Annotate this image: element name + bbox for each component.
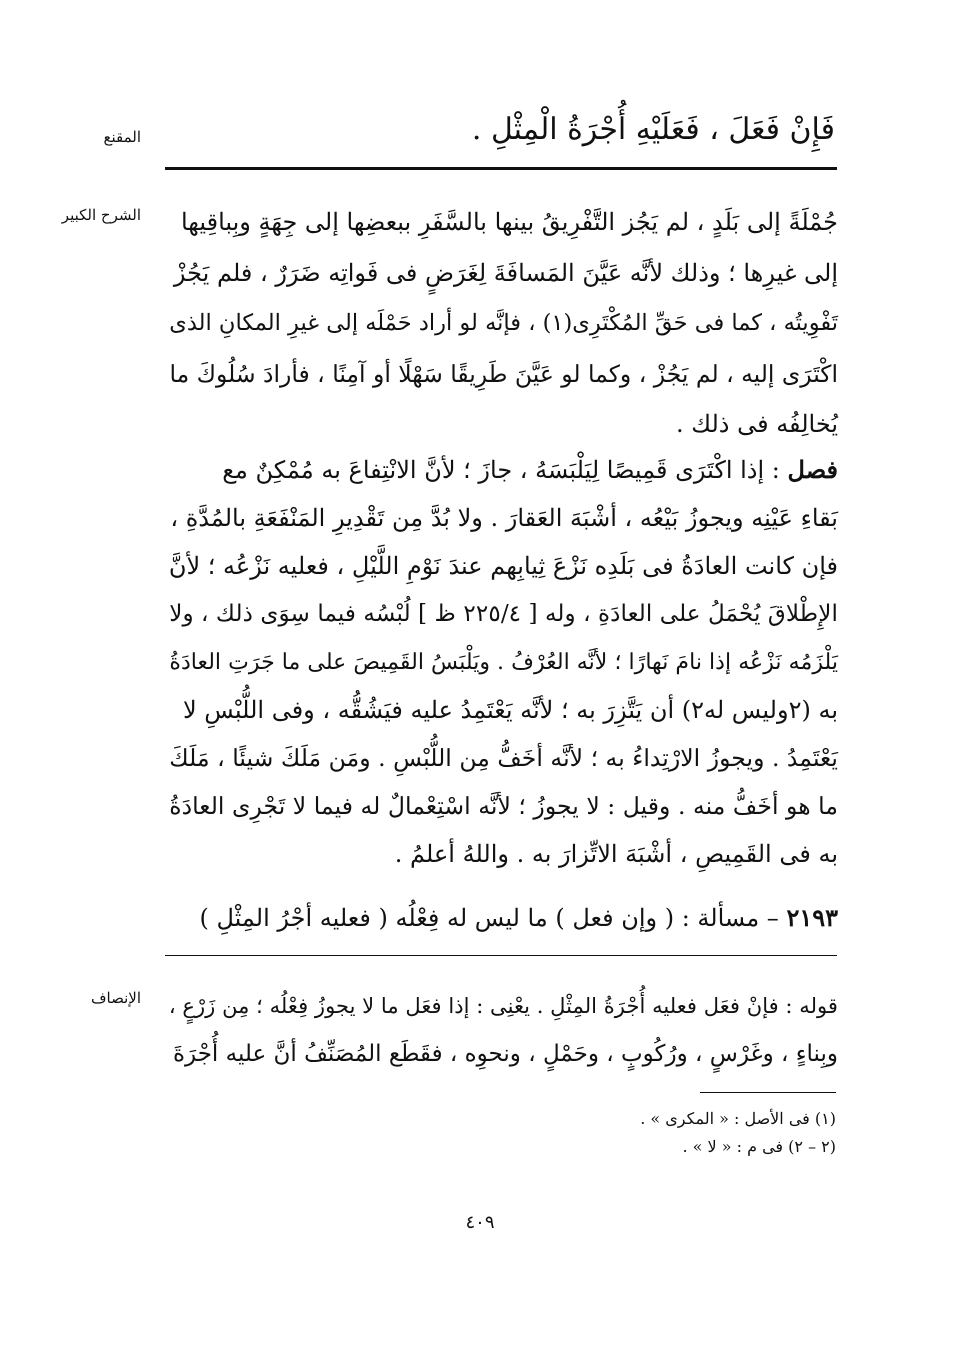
text-line: تَفْوِيتُه ، كما فى حَقِّ المُكْتَرِى(١) ، فإنَّه لو أراد حَمْلَه إلى غيرِ المكانِ الذى xyxy=(169,310,838,336)
footnotes xyxy=(600,1105,836,1161)
footnote: (٢ – ٢) فى م : « لا » . xyxy=(682,1137,836,1156)
text-line: يُخالِفُه فى ذلك . xyxy=(675,410,838,438)
text-line: قوله : فإنْ فعَل فعليه أُجْرَةُ المِثْلِ . يعْنِى : إذا فعَل ما لا يجوزُ فِعْلُه ؛ مِن زَرْعٍ ، xyxy=(168,993,838,1018)
fasl-first-line xyxy=(162,446,838,494)
text-line: به فى القَمِيصِ ، أشْبَهَ الاتِّزارَ به . واللهُ أعلمُ . xyxy=(394,840,838,868)
matn-text: فَإِنْ فَعَلَ ، فَعَلَيْهِ أُجْرَةُ الْمِثْلِ . xyxy=(471,112,835,147)
text-line: به (٢وليس له٢) أن يَتَّزِرَ به ؛ لأنَّه يَعْتَمِدُ عليه فيَشُقُّه ، وفى اللُّبْسِ لا xyxy=(182,696,838,724)
text-line: الإِطْلاقَ يُحْمَلُ على العادَةِ ، وله [ ٢٢٥/٤ ظ ] لُبْسُه فيما سِوَى ذلك ، ولا xyxy=(169,600,838,627)
insaf-paragraph xyxy=(162,981,838,1079)
text-line: : إذا اكْتَرَى قَمِيصًا لِيَلْبَسَهُ ، جازَ ؛ لأنَّ الانْتِفاعَ به مُمْكِنٌ مع xyxy=(222,456,780,484)
text-line: ما هو أخَفُّ منه . وقيل : لا يجوزُ ؛ لأنَّه اسْتِعْمالٌ له فيما لا تَجْرِى العادَةُ xyxy=(169,792,838,820)
fasl-heading: فصل xyxy=(787,455,838,484)
header-rule xyxy=(165,167,837,170)
text-line: فإن كانت العادَةُ فى بَلَدِه نَزْعَ ثِيابِهم عندَ نَوْمِ اللَّيْلِ ، فعليه نَزْعُه ؛ لأنَّ xyxy=(168,552,838,580)
text-line: جُمْلَةً إلى بَلَدٍ ، لم يَجُز التَّفْرِيقُ بينها بالسَّفَرِ ببعضِها إلى جِهَةٍ وبِباقِيها xyxy=(180,208,838,236)
insaf-rule xyxy=(165,955,837,956)
text-line: وبِناءٍ ، وغَرْسٍ ، ورُكُوبٍ ، وحَمْلٍ ، ونحوِه ، فقَطَع المُصَنِّفُ أنَّ عليه أُجْرَةَ xyxy=(172,1041,838,1067)
footnote: (١) فى الأصل : « المكرى » . xyxy=(640,1109,836,1128)
text-line: اكْتَرَى إليه ، لم يَجُزْ ، وكما لو عَيَّنَ طَرِيقًا سَهْلًا أو آمِنًا ، فأرادَ سُلُوكَ ما xyxy=(169,359,838,388)
masala-heading xyxy=(162,895,838,941)
text-line: بَقاءِ عَيْنِه ويجوزُ بَيْعُه ، أشْبَهَ العَقارَ . ولا بُدَّ مِن تَقْدِيرِ المَنْفَعَةِ بالمُدَّةِ ، xyxy=(170,504,838,532)
page-number: ٤٠٩ xyxy=(465,1212,495,1233)
margin-label-sharh: الشرح الكبير xyxy=(61,206,141,224)
text-line: إلى غيرِها ؛ وذلك لأنَّه عَيَّنَ المَسافَةَ لِغَرَضٍ فى فَواتِه ضَرَرٌ ، فلم يَجُزْ xyxy=(173,258,838,287)
masala-text: – مسألة : ( وإن فعل ) ما ليس له فِعْلُه ( فعليه أجْرُ المِثْلِ ) xyxy=(199,904,779,932)
text-line: يَلْزَمُه نَزْعُه إذا نامَ نَهارًا ؛ لأنَّه العُرْفُ . ويَلْبَسُ القَمِيصَ على ما جَرَتِ العادَةُ xyxy=(169,649,838,675)
sharh-paragraph xyxy=(162,197,838,450)
fasl-paragraph xyxy=(162,446,838,878)
text-line: يَعْتَمِدُ . ويجوزُ الارْتِداءُ به ؛ لأنَّه أخَفُّ مِن اللُّبْسِ . ومَن مَلَكَ شيئًا ، مَلَكَ xyxy=(169,744,838,772)
masala-number: ٢١٩٣ xyxy=(786,903,838,932)
margin-label-insaf: الإنصاف xyxy=(90,989,141,1007)
margin-label-muqni: المقنع xyxy=(103,128,141,146)
footnote-rule xyxy=(700,1092,836,1093)
